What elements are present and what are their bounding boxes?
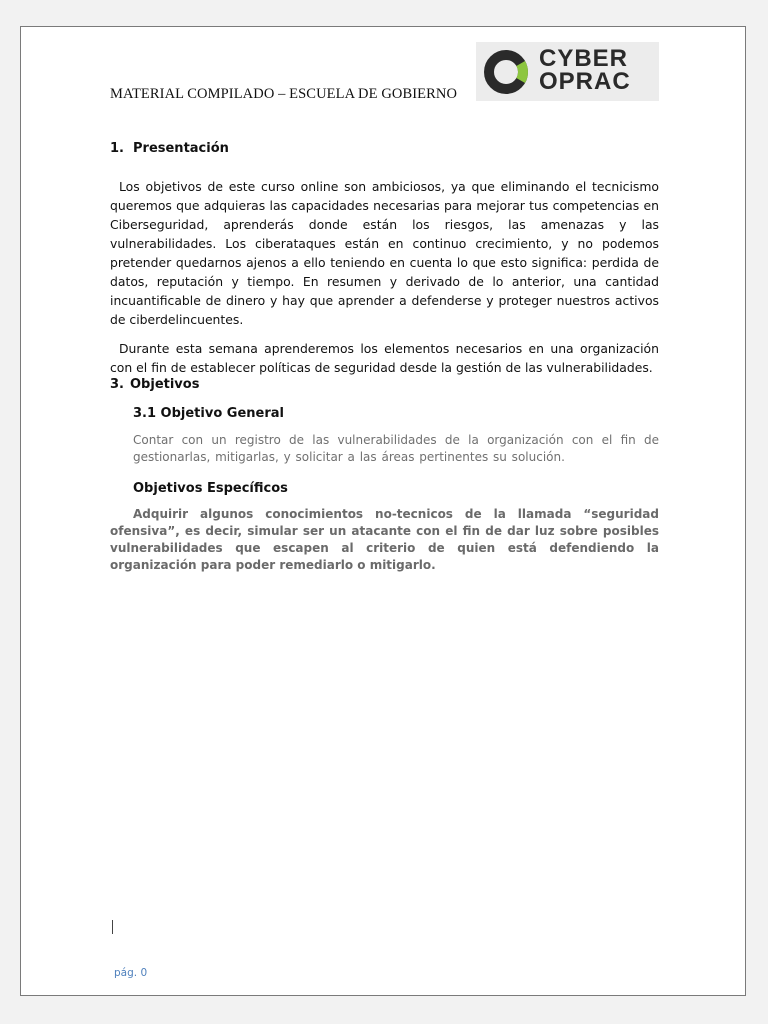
paragraph-week: Durante esta semana aprenderemos los elementos necesarios en una organización con el fin de establecer políticas de seguridad desde la gestión de las vulnerabilidades. (110, 341, 659, 375)
subheading-objetivos-especificos: Objetivos Específicos (133, 481, 288, 496)
page-number: pág. 0 (114, 967, 148, 979)
section-number: 1. (110, 141, 124, 156)
document-page (20, 26, 746, 996)
logo-ring-icon (480, 47, 532, 97)
section-heading-objetivos (110, 377, 659, 392)
section-title: Objetivos (130, 377, 200, 392)
cyberoprac-logo (476, 42, 659, 101)
logo-line-2: OPRAC (539, 68, 631, 95)
section-heading-presentacion (110, 141, 659, 156)
paragraph-objectives: Los objetivos de este curso online son ambiciosos, ya que eliminando el tecnicismo queremos que adquieras las capacidades necesarias para mejorar tus competencias en Ciberseguridad, aprenderás donde están los riesgos, las amenazas y las vulnerabilidades. Los ciberataques están en continuo crecimiento, y no podemos pretender quedarnos ajenos a ello teniendo en cuenta lo que esto significa: perdida de datos, reputación y tiempo. En resumen y derivado de lo anterior, una cantidad incuantificable de dinero y hay que aprender a defenderse y proteger nuestros activos de ciberdelincuentes. (110, 179, 659, 327)
section-title: Presentación (133, 141, 229, 156)
header-title: MATERIAL COMPILADO – ESCUELA DE GOBIERNO (110, 86, 458, 102)
document-body (110, 141, 659, 574)
logo-text (539, 47, 631, 93)
logo-line-1: CYBER (539, 45, 629, 72)
text-cursor (112, 920, 113, 934)
paragraph-objetivo-general: Contar con un registro de las vulnerabilidades de la organización con el fin de gestionarlas, mitigarlas, y solicitar a las áreas pertinentes su solución. (133, 433, 659, 464)
paragraph-objetivos-especificos: Adquirir algunos conocimientos no-tecnicos de la llamada “seguridad ofensiva”, es decir, simular ser un atacante con el fin de dar luz sobre posibles vulnerabilidades que escapen al criterio de quien está defendiendo la organización para poder remediarlo o mitigarlo. (110, 507, 659, 572)
section-number: 3. (110, 377, 124, 392)
subheading-objetivo-general: 3.1 Objetivo General (133, 406, 284, 421)
